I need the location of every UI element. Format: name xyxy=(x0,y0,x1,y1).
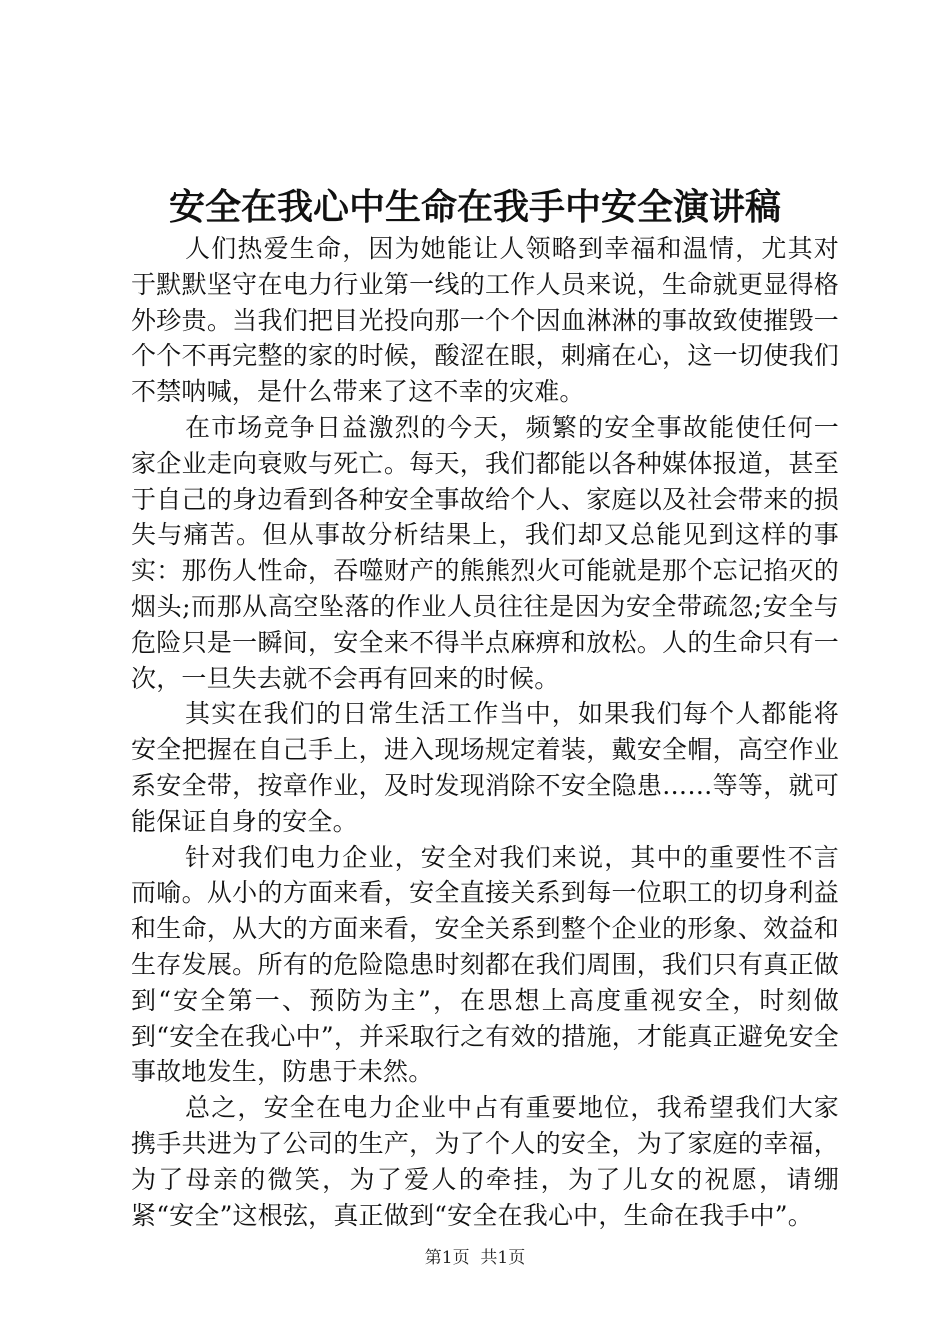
page-number: 第1页 共1页 xyxy=(424,1248,526,1268)
document-title: 安全在我心中生命在我手中安全演讲稿 xyxy=(168,186,781,228)
paragraph-2: 在市场竞争日益激烈的今天，频繁的安全事故能使任何一家企业走向衰败与死亡。每天，我们都能以各种媒体报道，甚至于自己的身边看到各种安全事故给个人、家庭以及社会带来的损失与痛苦。但从事故分析结果上，我们却又总能见到这样的事实：那伤人性命，吞噬财产的熊熊烈火可能就是那个忘记掐灭的烟头;而那从高空坠落的作业人员往往是因为安全带疏忽;安全与危险只是一瞬间，安全来不得半点麻痹和放松。人的生命只有一次，一旦失去就不会再有回来的时候。 xyxy=(131,412,839,693)
paragraph-3: 其实在我们的日常生活工作当中，如果我们每个人都能将安全把握在自己手上，进入现场规定着装，戴安全帽，高空作业系安全带，按章作业，及时发现消除不安全隐患……等等，就可能保证自身的安全。 xyxy=(131,699,839,836)
paragraph-1: 人们热爱生命，因为她能让人领略到幸福和温情，尤其对于默默坚守在电力行业第一线的工作人员来说，生命就更显得格外珍贵。当我们把目光投向那一个个因血淋淋的事故致使摧毁一个个不再完整的家的时候，酸涩在眼，刺痛在心，这一切使我们不禁呐喊，是什么带来了这不幸的灾难。 xyxy=(131,234,839,407)
paragraph-4: 针对我们电力企业，安全对我们来说，其中的重要性不言而喻。从小的方面来看，安全直接关系到每一位职工的切身利益和生命，从大的方面来看，安全关系到整个企业的形象、效益和生存发展。所有的危险隐患时刻都在我们周围，我们只有真正做到“安全第一、预防为主”，在思想上高度重视安全，时刻做到“安全在我心中”，并采取行之有效的措施，才能真正避免安全事故地发生，防患于未然。 xyxy=(131,842,839,1087)
paragraph-5: 总之，安全在电力企业中占有重要地位，我希望我们大家携手共进为了公司的生产，为了个人的安全，为了家庭的幸福，为了母亲的微笑，为了爱人的牵挂，为了儿女的祝愿，请绷紧“安全”这根弦，真正做到“安全在我心中，生命在我手中”。 xyxy=(131,1093,839,1230)
page-footer xyxy=(0,1247,950,1269)
document-body xyxy=(131,231,839,1233)
